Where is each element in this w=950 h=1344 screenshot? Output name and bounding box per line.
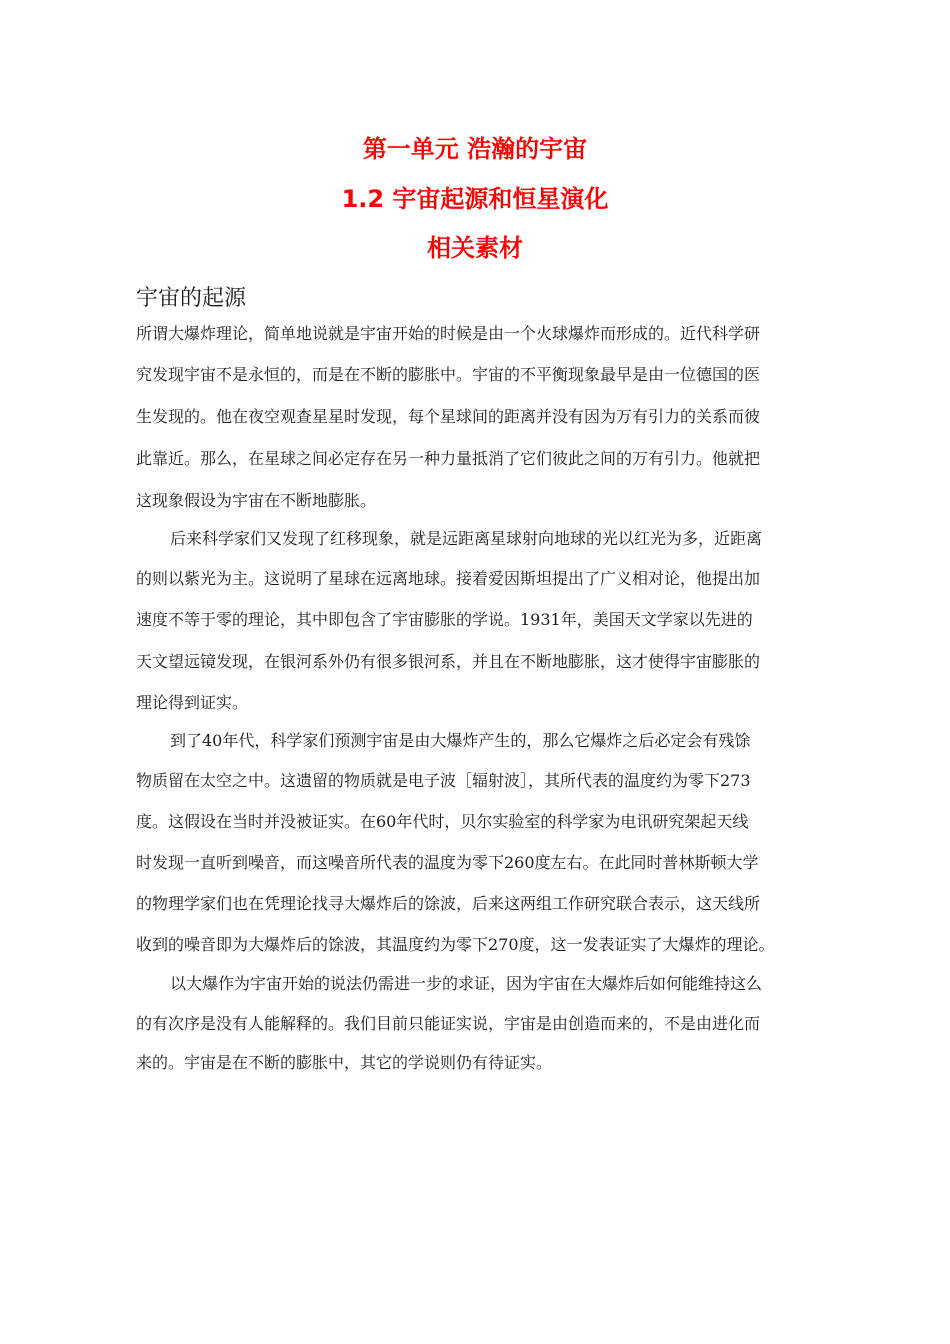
body-line: 收到的噪音即为大爆炸后的馀波，其温度约为零下270度，这一发表证实了大爆炸的理论。 <box>136 935 775 954</box>
body-line: 天文望远镜发现，在银河系外仍有很多银河系，并且在不断地膨胀，这才使得宇宙膨胀的 <box>136 652 761 671</box>
body-line: 度。这假设在当时并没被证实。在60年代时，贝尔实验室的科学家为电讯研究架起天线 <box>136 812 749 831</box>
body-line: 速度不等于零的理论，其中即包含了宇宙膨胀的学说。1931年，美国天文学家以先进的 <box>136 610 753 629</box>
lesson-title: 1.2 宇宙起源和恒星演化 <box>341 185 609 213</box>
body-line: 此靠近。那么，在星球之间必定存在另一种力量抵消了它们彼此之间的万有引力。他就把 <box>136 449 761 468</box>
body-line: 所谓大爆炸理论，简单地说就是宇宙开始的时候是由一个火球爆炸而形成的。近代科学研 <box>136 324 761 343</box>
body-line: 的有次序是没有人能解释的。我们目前只能证实说，宇宙是由创造而来的，不是由进化而 <box>136 1014 761 1033</box>
body-line: 物质留在太空之中。这遗留的物质就是电子波［辐射波］，其所代表的温度约为零下273 <box>136 771 751 790</box>
body-line: 的物理学家们也在凭理论找寻大爆炸后的馀波，后来这两组工作研究联合表示，这天线所 <box>136 894 761 913</box>
body-line: 理论得到证实。 <box>136 693 249 712</box>
unit-title: 第一单元 浩瀚的宇宙 <box>362 135 588 163</box>
body-line: 以大爆作为宇宙开始的说法仍需进一步的求证，因为宇宙在大爆炸后如何能维持这么 <box>170 974 763 993</box>
body-line: 究发现宇宙不是永恒的，而是在不断的膨胀中。宇宙的不平衡现象最早是由一位德国的医 <box>136 365 761 384</box>
body-line: 到了40年代，科学家们预测宇宙是由大爆炸产生的，那么它爆炸之后必定会有残馀 <box>170 731 751 750</box>
body-line: 来的。宇宙是在不断的膨胀中，其它的学说则仍有待证实。 <box>136 1053 553 1072</box>
body-line: 这现象假设为宇宙在不断地膨胀。 <box>136 491 377 510</box>
section-heading: 宇宙的起源 <box>136 286 247 311</box>
subtitle: 相关素材 <box>427 234 523 262</box>
body-line: 时发现一直听到噪音，而这噪音所代表的温度为零下260度左右。在此同时普林斯顿大学 <box>136 853 759 872</box>
body-line: 生发现的。他在夜空观查星星时发现，每个星球间的距离并没有因为万有引力的关系而彼 <box>136 407 761 426</box>
body-line: 后来科学家们又发现了红移现象，就是远距离星球射向地球的光以红光为多，近距离 <box>170 529 763 548</box>
body-line: 的则以紫光为主。这说明了星球在远离地球。接着爱因斯坦提出了广义相对论，他提出加 <box>136 569 761 588</box>
